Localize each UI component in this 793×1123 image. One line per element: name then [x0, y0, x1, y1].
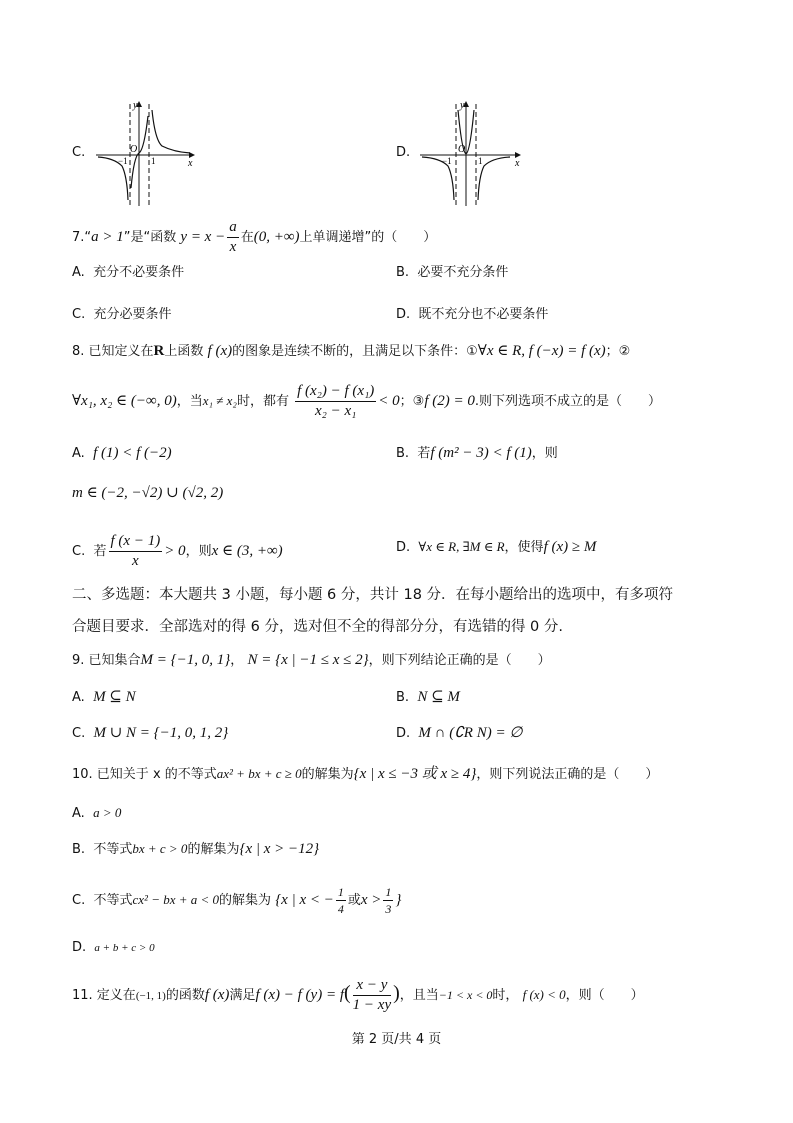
- graph-d-x-label: x: [515, 158, 520, 169]
- q7-fraction: $\frac{a}{x}$: [229, 219, 237, 255]
- q9-option-b[interactable]: B. N ⊆ M: [396, 689, 460, 705]
- graph-c-y-label: y: [133, 100, 138, 111]
- q7-option-d[interactable]: D. 既不充分也不必要条件: [396, 307, 549, 322]
- q10-option-c[interactable]: C. 不等式cx² − bx + a < 0的解集为 {x | x < − $\frac{1}{4}$ 或x > $\frac{1}{3}$ }: [72, 885, 402, 916]
- graph-d-curve-right: [478, 157, 510, 200]
- q10-stem: 10. 已知关于 x 的不等式ax² + bx + c ≥ 0的解集为{x | x ≤ −3 或 x ≥ 4}，则下列说法正确的是（ ）: [72, 766, 659, 782]
- section2-heading-line1: 二、多选题：本大题共 3 小题，每小题 6 分，共计 18 分．在每小题给出的选项中，有多项符: [72, 587, 674, 603]
- graph-d-origin-label: O: [458, 144, 466, 155]
- q8-fraction: $\frac{\text{f (x₂) − f (x₁)}}{\text{x₂ − x₁}}$: [297, 383, 375, 419]
- page-footer: 第 2 页/共 4 页: [351, 1032, 442, 1047]
- graph-c-curve-right: [152, 110, 190, 153]
- q8-option-b[interactable]: B. 若f (m² − 3) < f (1)，则: [396, 445, 558, 461]
- q8-stem-line2: ∀x₁, x₂ ∈ (−∞, 0)，当x₁ ≠ x₂时，都有 $\frac{\text{f (x₂) − f (x₁)}}{\text{x₂ − x₁}}$ < 0；③f (2) = 0.则下列选项不成立的是（ ）: [72, 383, 661, 419]
- q8-option-b-continued: m ∈ (−2, −√2) ∪ (√2, 2): [72, 485, 224, 501]
- q9-option-a[interactable]: A. M ⊆ N: [72, 689, 136, 705]
- q11-stem: 11. 定义在(−1, 1)的函数f (x)满足f (x) − f (y) = f( $\frac{x - y}{1 - xy}$ )，且当−1 < x < 0时， f (x) < 0，则（ ）: [72, 977, 644, 1013]
- graph-c-origin-label: O: [130, 144, 138, 155]
- graph-c-one-label: 1: [151, 156, 156, 166]
- q9-option-d[interactable]: D. M ∩ (∁R N) = ∅: [396, 725, 523, 741]
- section2-heading-line2: 合题目要求．全部选对的得 6 分，选对但不全的得部分分，有选错的得 0 分.: [72, 619, 563, 635]
- graph-d-neg-one-label: −1: [442, 156, 452, 166]
- q7-stem: 7.“a > 1”是“函数 y = x − $\frac{a}{x}$ 在(0, +∞)上单调递增”的（ ）: [72, 219, 437, 255]
- graph-c-label: C.: [72, 145, 86, 160]
- q7-option-c[interactable]: C. 充分必要条件: [72, 307, 172, 322]
- graph-d-label: D.: [396, 145, 411, 160]
- graph-c-x-label: x: [188, 158, 193, 169]
- graph-c-neg-one-label: −1: [118, 156, 128, 166]
- q9-stem: 9. 已知集合M = {−1, 0, 1}， N = {x | −1 ≤ x ≤ 2}，则下列结论正确的是（ ）: [72, 652, 551, 668]
- q9-option-c[interactable]: C. M ∪ N = {−1, 0, 1, 2}: [72, 725, 229, 741]
- q7-option-a[interactable]: A. 充分不必要条件: [72, 265, 185, 280]
- q10-option-d[interactable]: D. a + b + c > 0: [72, 940, 155, 955]
- q8-option-c[interactable]: C. 若 $\frac{f (x - 1)}{x}$ > 0，则x ∈ (3, +∞): [72, 533, 283, 569]
- q10-option-a[interactable]: A. a > 0: [72, 805, 122, 821]
- q8-option-a[interactable]: A. f (1) < f (−2): [72, 445, 172, 461]
- graph-d-y-label: y: [460, 100, 465, 111]
- q7-option-b[interactable]: B. 必要不充分条件: [396, 265, 509, 280]
- q8-stem-line1: 8. 已知定义在R上函数 f (x)的图象是连续不断的，且满足以下条件：①∀x ∈ R, f (−x) = f (x)；②: [72, 343, 631, 359]
- graph-c: [92, 96, 202, 208]
- q10-option-b[interactable]: B. 不等式bx + c > 0的解集为{x | x > −12}: [72, 841, 320, 857]
- graph-d: [416, 96, 526, 208]
- q8-option-d[interactable]: D. ∀x ∈ R, ∃M ∈ R，使得f (x) ≥ M: [396, 539, 597, 555]
- graph-d-one-label: 1: [478, 156, 483, 166]
